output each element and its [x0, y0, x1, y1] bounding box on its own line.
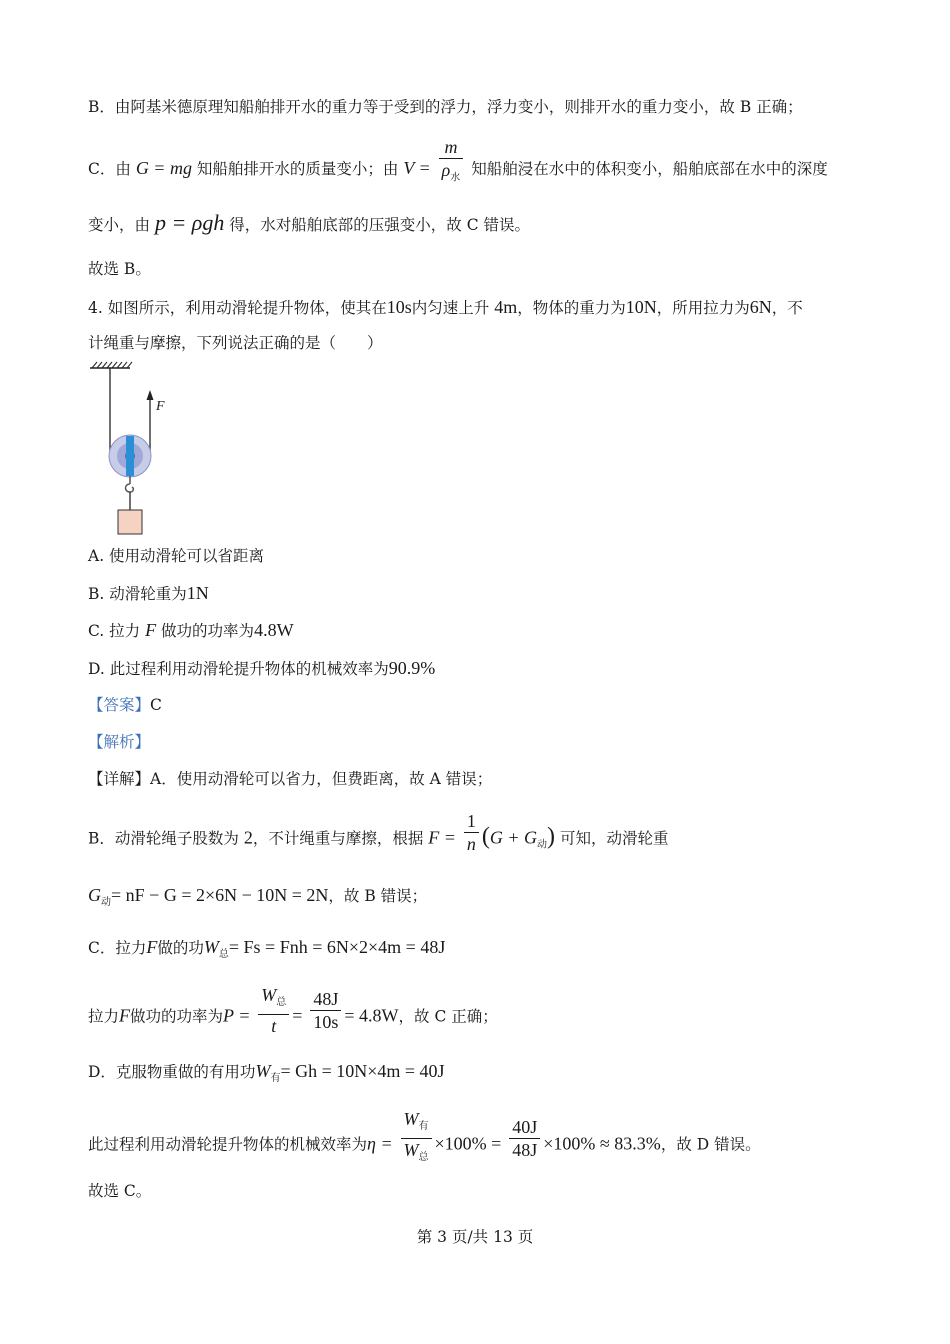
numerator: 1 — [464, 810, 479, 833]
subscript: 有 — [270, 1073, 281, 1085]
conclusion: 故选 C。 — [88, 1182, 152, 1200]
text: 做功的功率为 — [161, 622, 255, 640]
formula: F = — [428, 827, 456, 848]
analysis-tag: 【解析】 — [88, 733, 151, 751]
symbol: F — [146, 937, 158, 957]
option-a: A. 使用动滑轮可以省距离 — [88, 547, 265, 565]
text: ，故 B 错误； — [328, 887, 428, 905]
paren-open: ( — [481, 823, 490, 850]
formula: P = — [223, 1005, 251, 1026]
option-d — [88, 657, 435, 680]
question-text: 计绳重与摩擦，下列说法正确的是（ ） — [88, 334, 383, 352]
text-line — [88, 137, 828, 190]
numerator: m — [439, 136, 464, 159]
text: B. 动滑轮重为 — [88, 585, 187, 603]
formula: = 4.8W — [344, 1005, 399, 1026]
value: 6N — [749, 297, 772, 317]
detail-d-efficiency — [88, 1109, 761, 1169]
text: D. 此过程利用动滑轮提升物体的机械效率为 — [88, 660, 389, 678]
text: 变小，由 — [88, 216, 151, 234]
text: C．由 — [88, 159, 131, 178]
text-line: B．由阿基米德原理知船舶排开水的重力等于受到的浮力，浮力变小，则排开水的重力变小，故 B 正确； — [88, 98, 803, 116]
numerator: 48J — [310, 988, 341, 1011]
load-block — [118, 510, 142, 534]
text: ，故 C 正确； — [398, 1007, 498, 1026]
text: C. 拉力 — [88, 622, 141, 640]
text: 拉力 — [88, 1007, 120, 1026]
question-text — [88, 296, 803, 319]
text: ，不计绳重与摩擦，根据 — [252, 829, 424, 848]
value: 10s — [386, 297, 412, 317]
hook — [126, 476, 134, 492]
text: ，故 D 错误。 — [660, 1135, 761, 1154]
denominator — [439, 159, 464, 190]
text: 做的功 — [157, 939, 204, 957]
denominator: 48J — [512, 1140, 538, 1161]
answer-line — [88, 694, 162, 716]
formula: G = mg — [135, 157, 192, 178]
formula: p = ρgh — [154, 210, 225, 235]
fraction — [509, 1116, 540, 1161]
value: 1N — [186, 583, 209, 603]
formula: = Fs = Fnh = 6N×2×4m = 48J — [228, 937, 446, 957]
text-line — [88, 212, 530, 236]
text: 此过程利用动滑轮提升物体的机械效率为 — [88, 1135, 368, 1154]
text: B．动滑轮绳子股数为 — [88, 829, 239, 848]
formula: ×100% = — [434, 1133, 502, 1154]
fraction — [439, 136, 464, 190]
formula: ×100% ≈ 83.3% — [543, 1133, 661, 1154]
text: 做功的功率为 — [130, 1007, 224, 1026]
detail-c-power: 拉力F做功的功率为P = $\frac{W_总}{t}$ = $\frac{48J}{10s}$ = 4.8W，故 C 正确； — [88, 985, 498, 1037]
symbol: G — [88, 885, 101, 905]
subscript: 动 — [537, 839, 548, 851]
denominator: t — [271, 1016, 277, 1037]
text-line: 故选 B。 — [88, 260, 151, 278]
option-c — [88, 619, 294, 642]
pulley-bracket — [126, 436, 134, 476]
symbol: W — [255, 1061, 271, 1081]
symbol: F — [119, 1005, 131, 1026]
formula: = nF − G = 2×6N − 10N = 2N — [111, 885, 329, 905]
value: 90.9% — [388, 658, 436, 678]
denominator: 10s — [313, 1012, 339, 1033]
detail-c — [88, 936, 445, 966]
subscript: 有 — [418, 1121, 429, 1133]
detail-b — [88, 811, 669, 857]
formula: η = — [367, 1133, 393, 1154]
pulley-diagram — [88, 360, 178, 540]
subscript: 总 — [218, 949, 229, 961]
symbol: W — [261, 985, 277, 1005]
text: 得，水对船舶底部的压强变小，故 C 错误。 — [229, 216, 531, 234]
ceiling-hatch — [92, 362, 132, 368]
value: 10N — [625, 297, 657, 317]
text: 知船舶排开水的质量变小；由 — [196, 159, 399, 178]
numerator: 40J — [509, 1116, 540, 1139]
value: 2 — [243, 827, 253, 848]
formula: = Gh = 10N×4m = 40J — [280, 1061, 445, 1081]
pulley-figure — [88, 360, 178, 544]
text: 内匀速上升 — [411, 299, 490, 317]
text: ，不 — [771, 299, 803, 317]
symbol: F — [145, 620, 157, 640]
fraction — [464, 810, 479, 855]
option-b — [88, 582, 209, 605]
text: D．克服物重做的有用功 — [88, 1063, 256, 1081]
subscript: 总 — [276, 997, 287, 1009]
text: 知船舶浸在水中的体积变小，船舶底部在水中的深度 — [471, 159, 828, 178]
fraction — [258, 984, 289, 1037]
rho-symbol: ρ — [441, 160, 451, 180]
symbol: W — [403, 1140, 419, 1161]
subscript: 水 — [450, 172, 461, 184]
paren-close: ) — [547, 823, 556, 850]
formula: G + G — [489, 827, 538, 848]
fraction — [401, 1108, 432, 1169]
page-footer: 第 3 页/共 13 页 — [416, 1228, 534, 1246]
detail-b-formula — [88, 884, 427, 914]
detail-a: 【详解】A．使用动滑轮可以省力，但费距离，故 A 错误； — [88, 770, 493, 788]
value: 4.8W — [254, 620, 294, 640]
text: ，所用拉力为 — [656, 299, 750, 317]
text: 4. 如图所示，利用动滑轮提升物体，使其在 — [88, 299, 387, 317]
text: 可知，动滑轮重 — [559, 829, 669, 848]
text: C．拉力 — [88, 939, 147, 957]
answer-value: C — [150, 696, 162, 714]
answer-tag: 【答案】 — [88, 696, 151, 714]
detail-d — [88, 1060, 445, 1090]
symbol: W — [203, 937, 219, 957]
denominator: n — [466, 834, 476, 854]
symbol: W — [403, 1109, 419, 1129]
subscript: 动 — [101, 897, 111, 909]
formula: V = — [403, 157, 431, 178]
value: 4m — [494, 297, 518, 317]
text: ，物体的重力为 — [517, 299, 626, 317]
force-label: F — [156, 399, 165, 414]
fraction — [310, 988, 341, 1033]
force-arrow — [147, 390, 154, 400]
subscript: 总 — [418, 1152, 429, 1164]
